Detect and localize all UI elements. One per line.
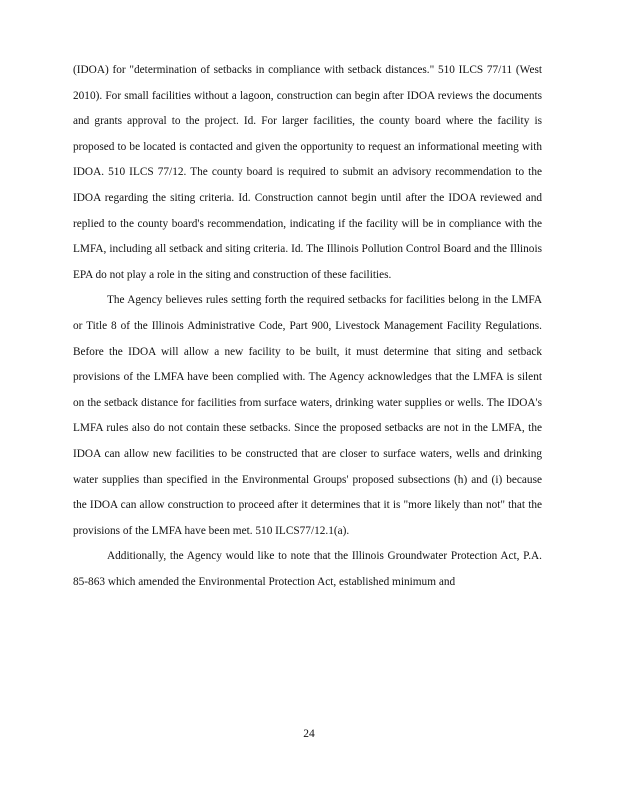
paragraph-groundwater-act: Additionally, the Agency would like to note that the Illinois Groundwater Protection Act, P.A. 85-863 which amended the Environmental Protection Act, established minimum and — [73, 550, 542, 588]
page-number: 24 — [303, 728, 315, 740]
document-body — [73, 58, 542, 595]
paragraph-agency-position: The Agency believes rules setting forth the required setbacks for facilities belong in the LMFA or Title 8 of the Illinois Administrative Code, Part 900, Livestock Management Facility Regulations. Before the IDOA will allow a new facility to be built, it must determine that siting and setback provisions of the LMFA have been complied with. The Agency acknowledges that the LMFA is silent on the setback distance for facilities from surface waters, drinking water supplies or wells. The IDOA's LMFA rules also do not contain these setbacks. Since the proposed setbacks are not in the LMFA, the IDOA can allow new facilities to be constructed that are closer to surface waters, wells and drinking water supplies than specified in the Environmental Groups' proposed subsections (h) and (i) because the IDOA can allow construction to proceed after it determines that it is "more likely than not" that the provisions of the LMFA have been met. 510 ILCS77/12.1(a). — [73, 294, 542, 537]
paragraph-setback-review: (IDOA) for "determination of setbacks in compliance with setback distances." 510 ILCS 77/11 (West 2010). For small facilities without a lagoon, construction can begin after IDOA reviews the documents and grants approval to the project. Id. For larger facilities, the county board where the facility is proposed to be located is contacted and given the opportunity to request an informational meeting with IDOA. 510 ILCS 77/12. The county board is required to submit an advisory recommendation to the IDOA regarding the siting criteria. Id. Construction cannot begin until after the IDOA reviewed and replied to the county board's recommendation, indicating if the facility will be in compliance with the LMFA, including all setback and siting criteria. Id. The Illinois Pollution Control Board and the Illinois EPA do not play a role in the siting and construction of these facilities. — [73, 64, 542, 281]
